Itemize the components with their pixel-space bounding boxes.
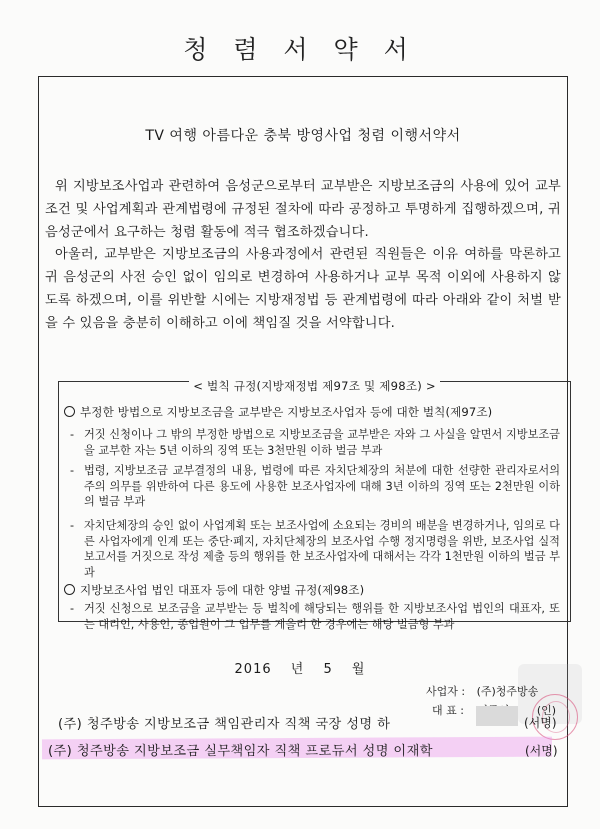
business-row — [426, 683, 538, 699]
representative-label: 대 표 : — [432, 704, 464, 717]
signature-1-seal: (서명) — [524, 716, 557, 730]
date-month-unit: 월 — [351, 662, 366, 677]
business-value: (주)청주방송 — [476, 685, 539, 698]
penalty-item-text: 거짓 신청이나 그 밖의 부정한 방법으로 지방보조금을 교부받은 자와 그 사실을 알면서 지방보조금을 교부한 자는 5년 이하의 징역 또는 3천만원 이하 벌금 부과 — [84, 428, 560, 457]
dash-icon: - — [70, 602, 75, 615]
penalty-item — [70, 601, 560, 632]
representative-seal: (인) — [536, 704, 557, 717]
pledge-paragraph-1: 위 지방보조사업과 관련하여 음성군으로부터 교부받은 지방보조금의 사용에 있어 교부조건 및 사업계획과 관계법령에 규정된 절차에 따라 공정하고 투명하게 집행하겠으며, 귀 음성군에서 요구하는 청렴 활동에 적극 협조하겠습니다. — [45, 179, 561, 240]
penalty-item-text: 거짓 신청으로 보조금을 교부받는 등 벌칙에 해당되는 행위를 한 지방보조사업 법인의 대표자, 또는 대리인, 사용인, 종업원이 그 업무를 게을리 한 경우에는 해당 벌금형 부과 — [84, 602, 560, 631]
signature-line-1 — [58, 713, 390, 732]
penalty-section-2-heading — [64, 582, 364, 598]
signature-line-2 — [48, 740, 433, 759]
date-year: 2016 — [234, 662, 272, 677]
dash-icon: - — [70, 464, 75, 477]
signature-line-2-text: (주) 청주방송 지방보조금 실무책임자 직책 프로듀서 성명 이재학 — [48, 744, 433, 759]
circle-bullet-icon — [64, 584, 75, 595]
signature-line-1-text: (주) 청주방송 지방보조금 책임관리자 직책 국장 성명 하 — [58, 717, 391, 732]
dash-icon: - — [70, 519, 75, 532]
pledge-paragraph-2: 아울러, 교부받은 지방보조금의 사용과정에서 관련된 직원들은 이유 여하를 막론하고 귀 음성군의 사전 승인 없이 임의로 변경하여 사용하거나 교부 목적 이외에 사용하지 않도록 하겠으며, 이를 위반할 시에는 지방재정법 등 관계법령에 따라 아래와 같이 처벌 받을 수 있음을 충분히 이해하고 이에 책임질 것을 서약합니다. — [45, 247, 561, 331]
document-date — [0, 658, 600, 677]
penalty-item — [70, 518, 560, 580]
dash-icon: - — [70, 428, 75, 441]
redacted-name-block — [476, 706, 518, 726]
penalty-box-title: < 벌칙 규정(지방재정법 제97조 및 제98조) > — [189, 379, 440, 393]
circle-bullet-icon — [64, 406, 75, 417]
business-label: 사업자 : — [426, 685, 466, 698]
penalty-item-text: 법령, 지방보조금 교부결정의 내용, 법령에 따른 자치단체장의 처분에 대한 선량한 관리자로서의 주의 의무를 위반하여 다른 용도에 사용한 보조사업자에 대해 3년 이하의 징역 또는 2천만원 이하의 벌금 부과 — [84, 464, 560, 508]
signature-2-seal: (서명) — [525, 744, 558, 758]
document-title: 청 렴 서 약 서 — [183, 35, 417, 64]
date-year-unit: 년 — [290, 662, 305, 677]
penalty-item-text: 자치단체장의 승인 없이 사업계획 또는 보조사업에 소요되는 경비의 배분을 변경하거나, 임의로 다른 사업자에게 인계 또는 중단·폐지, 자치단체장의 보조사업 수행 정지명령을 위반, 보조사업 실적보고서를 거짓으로 작성 제출 등의 행위를 한 보조사업자에 대해서는 각각 1천만원 이하의 벌금 부과 — [84, 519, 560, 579]
penalty-item — [70, 427, 560, 458]
penalty-box-title-wrap — [58, 375, 571, 394]
pledge-subtitle: TV 여행 아름다운 충북 방영사업 청렴 이행서약서 — [145, 128, 461, 144]
section-1-heading-text: 부정한 방법으로 지방보조금을 교부받은 지방보조사업자 등에 대한 벌칙(제97조) — [80, 405, 493, 419]
date-month: 5 — [323, 662, 333, 677]
penalty-item — [70, 463, 560, 510]
penalty-section-1-heading — [64, 404, 492, 420]
section-2-heading-text: 지방보조사업 법인 대표자 등에 대한 양벌 규정(제98조) — [80, 583, 365, 597]
